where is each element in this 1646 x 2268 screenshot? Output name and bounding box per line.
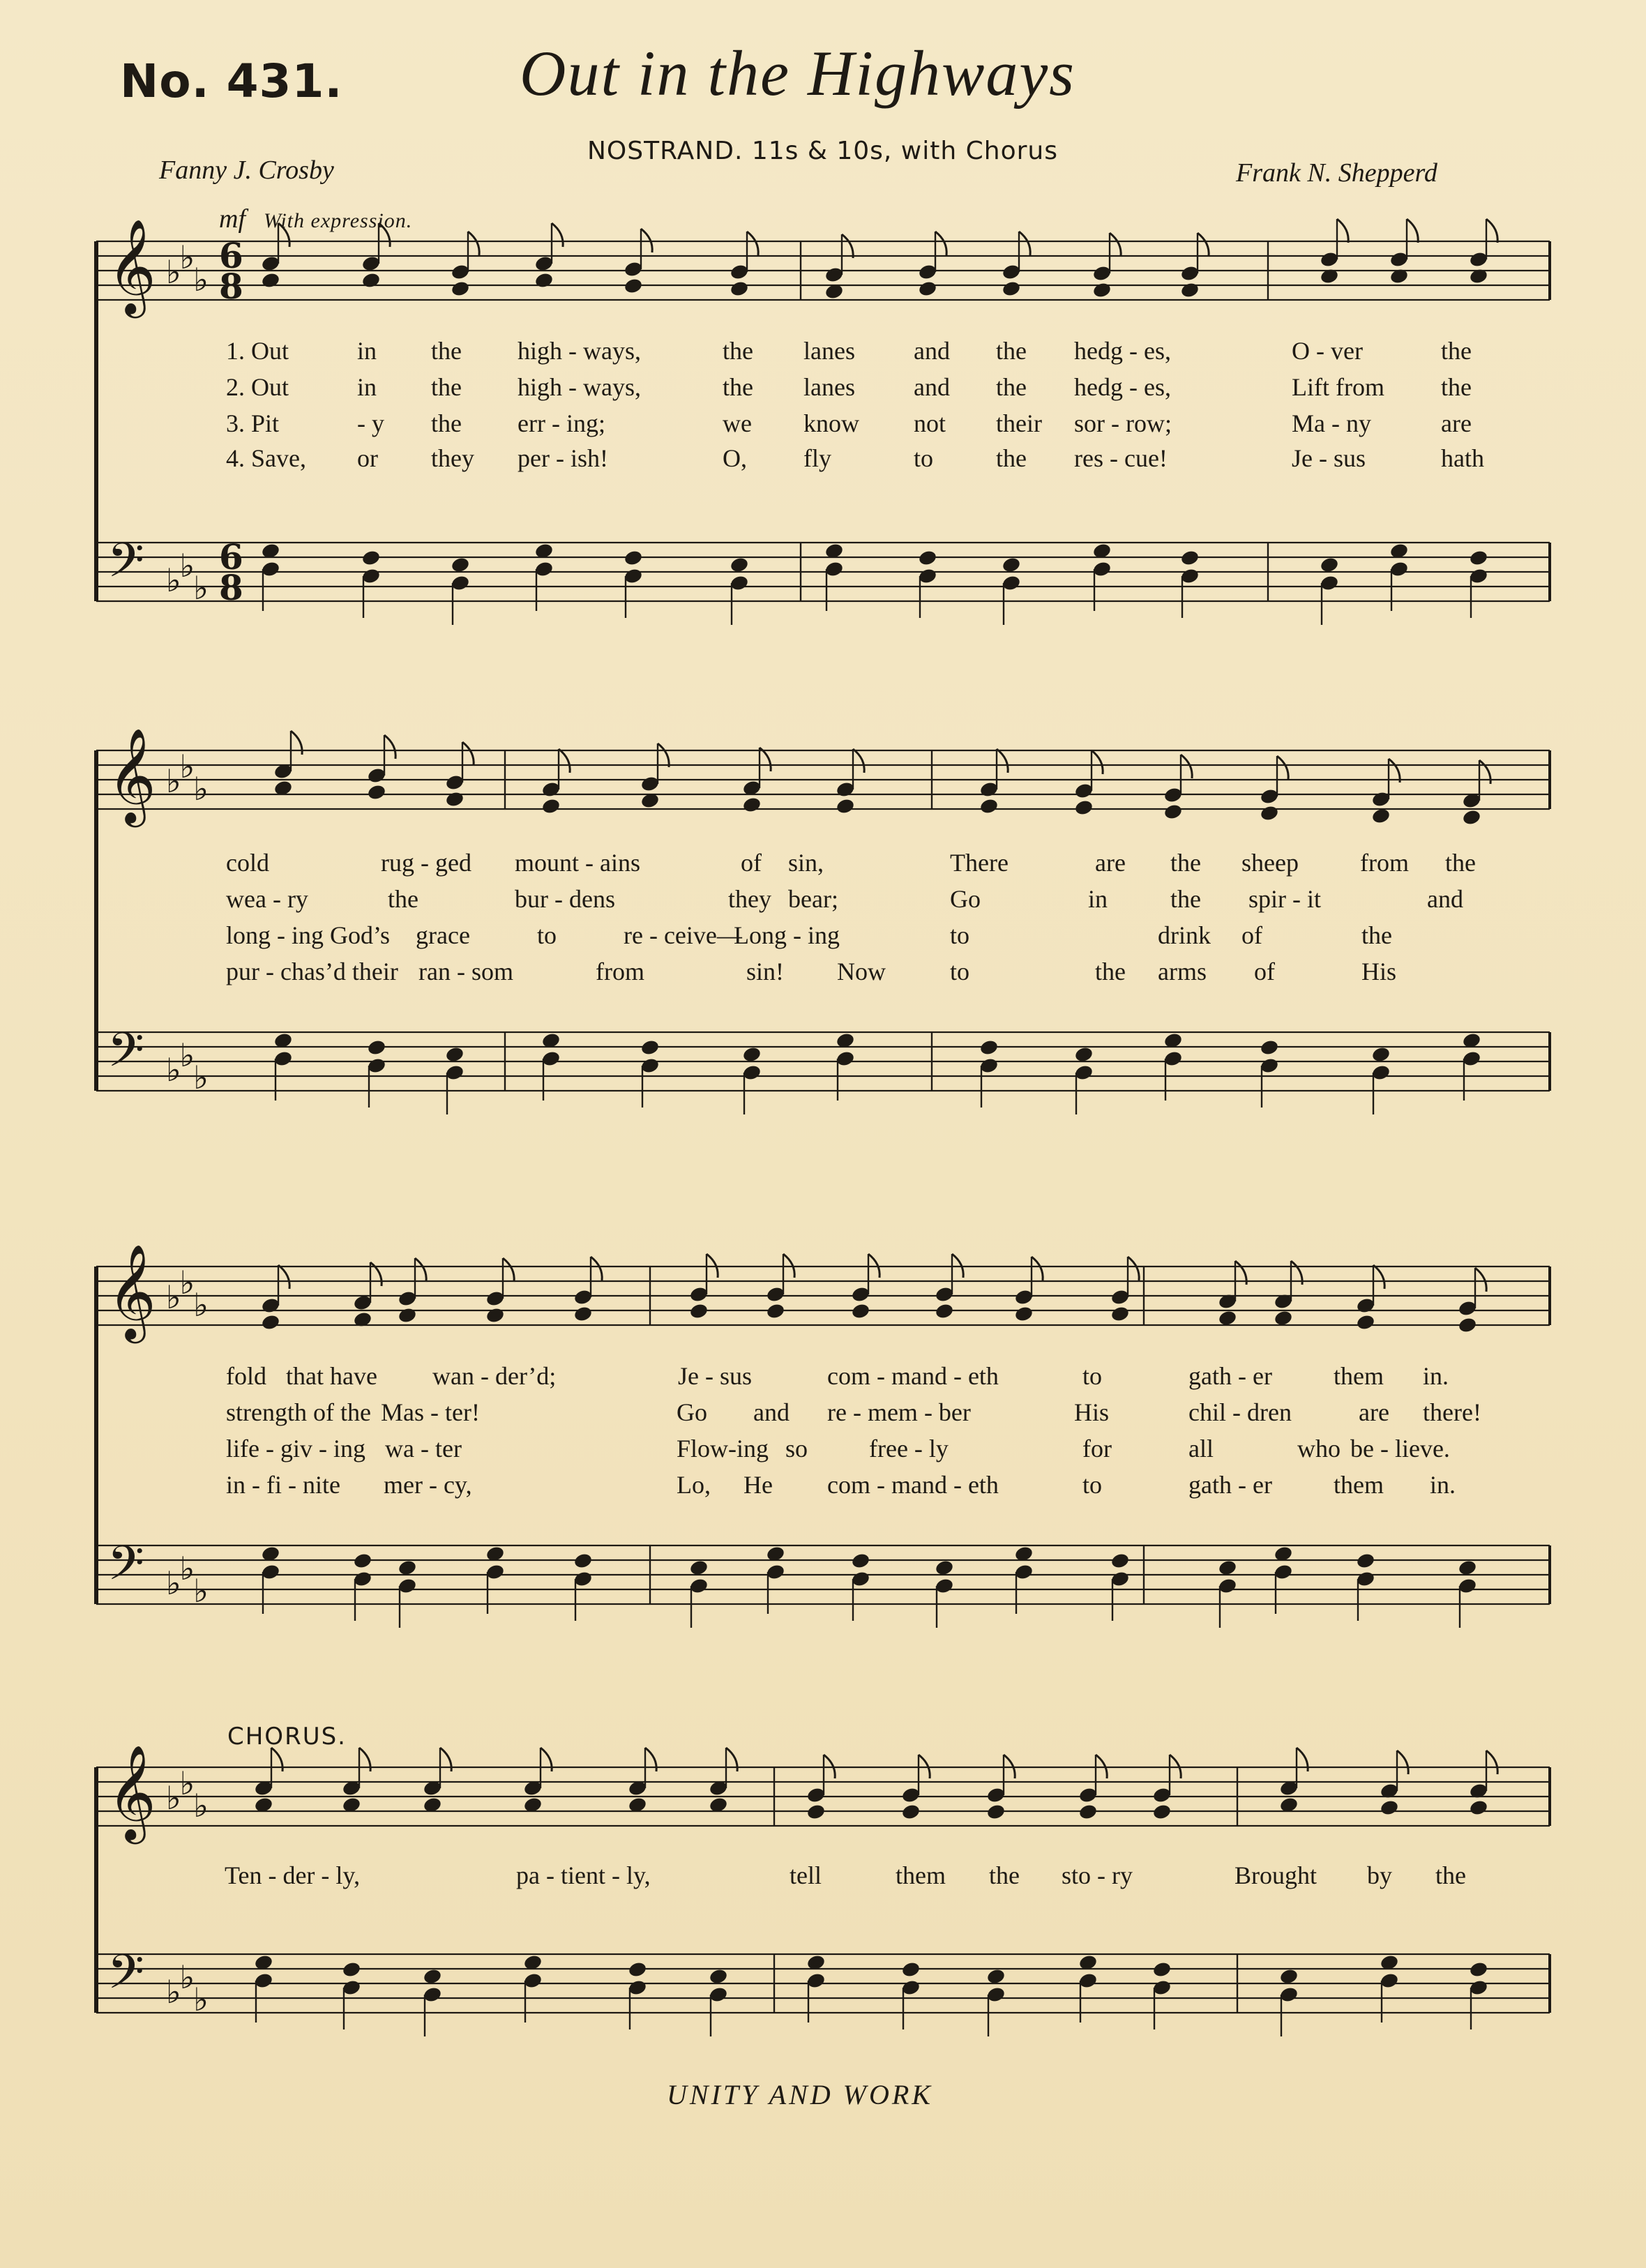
lyric-syllable: the bbox=[1170, 849, 1201, 877]
flat-icon: ♭ bbox=[166, 1278, 181, 1316]
flat-icon: ♭ bbox=[166, 1779, 181, 1817]
lyric-syllable: we bbox=[723, 409, 752, 437]
lyric-syllable: the bbox=[1170, 885, 1201, 913]
lyric-syllable: the bbox=[1095, 958, 1126, 985]
lyric-syllable: the bbox=[989, 1861, 1020, 1889]
note bbox=[1074, 750, 1103, 1114]
lyric-syllable: free - ly bbox=[869, 1435, 949, 1462]
lyric-syllable: Brought bbox=[1234, 1861, 1317, 1889]
lyric-syllable: to bbox=[950, 958, 970, 985]
note bbox=[1469, 1751, 1498, 2029]
lyric-syllable: the bbox=[996, 337, 1027, 365]
lyric-syllable: lanes bbox=[803, 337, 855, 365]
hymn-title: Out in the Highways bbox=[520, 38, 1075, 109]
bass-staff bbox=[96, 1536, 1550, 1610]
lyric-syllable: wan - der’d; bbox=[432, 1362, 557, 1390]
lyric-syllable: gath - er bbox=[1188, 1471, 1272, 1499]
lyric-syllable: high - ways, bbox=[518, 337, 641, 365]
lyric-syllable: mount - ains bbox=[515, 849, 640, 877]
lyric-syllable: bear; bbox=[788, 885, 838, 913]
lyric-syllable: arms bbox=[1158, 958, 1207, 985]
bass-clef-icon: 𝄢 bbox=[107, 1536, 144, 1603]
lyric-syllable: that have bbox=[286, 1362, 377, 1390]
time-signature: 6 bbox=[219, 235, 243, 276]
lyric-syllable: rug - ged bbox=[381, 849, 471, 877]
lyric-syllable: there! bbox=[1423, 1398, 1481, 1426]
lyric-syllable: are bbox=[1441, 409, 1472, 437]
lyric-syllable: in. bbox=[1423, 1362, 1449, 1390]
lyric-syllable: they bbox=[431, 444, 474, 472]
lyric-syllable: O - ver bbox=[1292, 337, 1363, 365]
flat-icon: ♭ bbox=[179, 1264, 195, 1301]
lyric-syllable: in - fi - nite bbox=[226, 1471, 340, 1499]
treble-clef-icon: 𝄞 bbox=[107, 218, 156, 314]
lyric-syllable: from bbox=[1360, 849, 1409, 877]
time-signature: 8 bbox=[219, 266, 243, 307]
flat-icon: ♭ bbox=[193, 569, 209, 607]
lyric-syllable: the bbox=[1435, 1861, 1466, 1889]
lyric-syllable: chil - dren bbox=[1188, 1398, 1292, 1426]
lyric-syllable: mer - cy, bbox=[384, 1471, 472, 1499]
lyric-syllable: res - cue! bbox=[1074, 444, 1168, 472]
chorus-label: CHORUS. bbox=[227, 1723, 347, 1751]
lyric-syllable: in. bbox=[1430, 1471, 1456, 1499]
time-signature: 6 bbox=[219, 536, 243, 577]
flat-icon: ♭ bbox=[193, 1787, 209, 1824]
lyric-syllable: by bbox=[1367, 1861, 1392, 1889]
lyric-syllable: of bbox=[1241, 921, 1262, 949]
lyric-syllable: hedg - es, bbox=[1074, 373, 1171, 401]
bass-clef-icon: 𝄢 bbox=[107, 534, 144, 600]
flat-icon: ♭ bbox=[193, 1572, 209, 1610]
note bbox=[624, 229, 653, 618]
lyric-syllable: the bbox=[431, 373, 462, 401]
flat-icon: ♭ bbox=[193, 770, 209, 808]
lyric-syllable: to bbox=[1082, 1471, 1103, 1499]
flat-icon: ♭ bbox=[179, 547, 195, 584]
note bbox=[1469, 219, 1498, 618]
lyric-syllable: 4. Save, bbox=[226, 444, 306, 472]
lyric-syllable: Je - sus bbox=[1292, 444, 1366, 472]
lyric-syllable: Go bbox=[950, 885, 981, 913]
lyric-syllable: to bbox=[1082, 1362, 1103, 1390]
treble-staff bbox=[96, 727, 1550, 827]
treble-clef-icon: 𝄞 bbox=[107, 1744, 156, 1840]
lyric-syllable: 1. Out bbox=[226, 337, 289, 365]
expression-marking: With expression. bbox=[264, 209, 413, 232]
flat-icon: ♭ bbox=[166, 253, 181, 291]
note bbox=[1279, 1748, 1308, 2036]
lyric-syllable: err - ing; bbox=[518, 409, 605, 437]
lyric-syllable: drink bbox=[1158, 921, 1211, 949]
lyric-syllable: ran - som bbox=[418, 958, 513, 985]
flat-icon: ♭ bbox=[193, 1059, 209, 1096]
lyric-syllable: Long - ing bbox=[734, 921, 840, 949]
lyricist-credit: Fanny J. Crosby bbox=[159, 156, 334, 185]
lyric-syllable: and bbox=[1427, 885, 1463, 913]
treble-staff bbox=[96, 218, 1550, 318]
lyric-syllable: in bbox=[357, 373, 377, 401]
lyric-syllable: the bbox=[431, 337, 462, 365]
lyric-syllable: the bbox=[1441, 337, 1472, 365]
lyric-syllable: Mas - ter! bbox=[381, 1398, 480, 1426]
note bbox=[1389, 219, 1419, 611]
lyric-syllable: wa - ter bbox=[385, 1435, 462, 1462]
lyric-syllable: pa - tient - ly, bbox=[516, 1861, 651, 1889]
lyric-syllable: pur - chas’d their bbox=[226, 958, 398, 985]
flat-icon: ♭ bbox=[193, 1286, 209, 1324]
bass-clef-icon: 𝄢 bbox=[107, 1023, 144, 1089]
treble-clef-icon: 𝄞 bbox=[107, 1243, 156, 1339]
lyric-syllable: of bbox=[1254, 958, 1275, 985]
lyric-syllable: re - mem - ber bbox=[827, 1398, 971, 1426]
bass-staff bbox=[96, 534, 1550, 608]
lyric-syllable: wea - ry bbox=[226, 885, 308, 913]
lyric-syllable: long - ing God’s bbox=[226, 921, 391, 949]
lyric-syllable: com - mand - eth bbox=[827, 1471, 999, 1499]
lyric-syllable: not bbox=[914, 409, 946, 437]
lyric-syllable: in bbox=[1088, 885, 1108, 913]
lyric-syllable: His bbox=[1361, 958, 1397, 985]
flat-icon: ♭ bbox=[179, 748, 195, 785]
lyric-syllable: cold bbox=[226, 849, 269, 877]
note bbox=[1458, 1268, 1487, 1628]
flat-icon: ♭ bbox=[179, 1550, 195, 1587]
treble-staff bbox=[96, 1243, 1550, 1343]
flat-icon: ♭ bbox=[166, 1051, 181, 1089]
lyric-syllable: and bbox=[914, 373, 950, 401]
lyric-syllable: of bbox=[741, 849, 762, 877]
lyric-syllable: sor - row; bbox=[1074, 409, 1172, 437]
lyric-syllable: they bbox=[728, 885, 771, 913]
lyric-syllable: the bbox=[996, 373, 1027, 401]
lyric-syllable: the bbox=[1441, 373, 1472, 401]
note bbox=[273, 731, 303, 1101]
lyric-syllable: the bbox=[723, 337, 753, 365]
lyric-syllable: life - giv - ing bbox=[226, 1435, 365, 1462]
lyric-syllable: hath bbox=[1441, 444, 1484, 472]
lyric-syllable: Lift from bbox=[1292, 373, 1384, 401]
lyric-syllable: the bbox=[1445, 849, 1476, 877]
lyric-syllable: tell bbox=[790, 1861, 822, 1889]
lyric-syllable: Ten - der - ly, bbox=[225, 1861, 361, 1889]
note bbox=[1110, 1257, 1140, 1621]
section-footer: UNITY AND WORK bbox=[667, 2079, 933, 2110]
lyric-syllable: to bbox=[950, 921, 970, 949]
lyric-syllable: so bbox=[785, 1435, 808, 1462]
lyric-syllable: to bbox=[537, 921, 557, 949]
lyric-syllable: sin! bbox=[746, 958, 784, 985]
lyric-syllable: - y bbox=[357, 409, 384, 437]
lyric-syllable: Flow-ing bbox=[677, 1435, 769, 1462]
hymn-number: No. 431. bbox=[120, 54, 343, 108]
lyric-syllable: gath - er bbox=[1188, 1362, 1272, 1390]
lyric-syllable: bur - dens bbox=[515, 885, 615, 913]
time-signature: 8 bbox=[219, 567, 243, 608]
lyric-syllable: 2. Out bbox=[226, 373, 289, 401]
lyric-syllable: Lo, bbox=[677, 1471, 711, 1499]
composer-credit: Frank N. Shepperd bbox=[1236, 158, 1437, 188]
lyric-syllable: the bbox=[388, 885, 418, 913]
flat-icon: ♭ bbox=[166, 1973, 181, 2011]
flat-icon: ♭ bbox=[166, 762, 181, 800]
lyric-syllable: from bbox=[596, 958, 644, 985]
lyric-syllable: com - mand - eth bbox=[827, 1362, 999, 1390]
note bbox=[423, 1748, 452, 2036]
lyric-syllable: to bbox=[914, 444, 934, 472]
lyric-syllable: Ma - ny bbox=[1292, 409, 1371, 437]
lyric-syllable: sheep bbox=[1241, 849, 1299, 877]
flat-icon: ♭ bbox=[179, 1764, 195, 1802]
lyric-syllable: high - ways, bbox=[518, 373, 641, 401]
flat-icon: ♭ bbox=[179, 239, 195, 276]
lyric-syllable: know bbox=[803, 409, 859, 437]
lyric-syllable: the bbox=[1361, 921, 1392, 949]
lyric-syllable: O, bbox=[723, 444, 747, 472]
lyric-syllable: their bbox=[996, 409, 1042, 437]
flat-icon: ♭ bbox=[179, 1958, 195, 1996]
lyric-syllable: There bbox=[950, 849, 1009, 877]
lyric-syllable: and bbox=[914, 337, 950, 365]
lyric-syllable: them bbox=[1334, 1471, 1384, 1499]
lyric-syllable: are bbox=[1095, 849, 1126, 877]
system-4 bbox=[96, 1744, 1550, 2036]
lyric-syllable: spir - it bbox=[1248, 885, 1321, 913]
lyric-syllable: them bbox=[1334, 1362, 1384, 1390]
lyric-syllable: per - ish! bbox=[518, 444, 608, 472]
note bbox=[1180, 233, 1209, 618]
note bbox=[979, 749, 1009, 1107]
flat-icon: ♭ bbox=[193, 1981, 209, 2018]
dynamic-marking: mf bbox=[219, 204, 246, 234]
lyric-syllable: them bbox=[896, 1861, 946, 1889]
bass-staff bbox=[96, 1023, 1550, 1096]
lyric-syllable: lanes bbox=[803, 373, 855, 401]
lyric-syllable: are bbox=[1359, 1398, 1389, 1426]
lyric-syllable: fold bbox=[226, 1362, 266, 1390]
note bbox=[573, 1257, 603, 1621]
note bbox=[1218, 1261, 1247, 1628]
flat-icon: ♭ bbox=[166, 561, 181, 599]
lyric-syllable: the bbox=[996, 444, 1027, 472]
lyric-syllable: He bbox=[743, 1471, 773, 1499]
treble-clef-icon: 𝄞 bbox=[107, 727, 156, 823]
lyric-syllable: fly bbox=[803, 444, 831, 472]
lyric-syllable: be - lieve. bbox=[1350, 1435, 1450, 1462]
flat-icon: ♭ bbox=[179, 1036, 195, 1074]
bass-clef-icon: 𝄢 bbox=[107, 1945, 144, 2011]
lyric-syllable: Je - sus bbox=[678, 1362, 752, 1390]
lyric-syllable: hedg - es, bbox=[1074, 337, 1171, 365]
lyric-syllable: sin, bbox=[788, 849, 824, 877]
lyric-syllable: 3. Pit bbox=[226, 409, 280, 437]
lyric-syllable: all bbox=[1188, 1435, 1214, 1462]
lyric-syllable: His bbox=[1074, 1398, 1110, 1426]
lyric-syllable: who bbox=[1297, 1435, 1341, 1462]
note bbox=[1462, 760, 1491, 1101]
flat-icon: ♭ bbox=[193, 261, 209, 298]
lyric-syllable: grace bbox=[416, 921, 470, 949]
note bbox=[709, 1748, 738, 2036]
lyric-syllable: in bbox=[357, 337, 377, 365]
lyric-syllable: strength of the bbox=[226, 1398, 371, 1426]
lyric-syllable: the bbox=[723, 373, 753, 401]
tune-name: NOSTRAND. 11s & 10s, with Chorus bbox=[587, 137, 1058, 165]
flat-icon: ♭ bbox=[166, 1564, 181, 1602]
lyric-syllable: and bbox=[753, 1398, 790, 1426]
lyric-syllable: sto - ry bbox=[1062, 1861, 1133, 1889]
lyric-syllable: for bbox=[1082, 1435, 1112, 1462]
lyric-syllable: the bbox=[431, 409, 462, 437]
lyric-syllable: re - ceive— bbox=[624, 921, 742, 949]
lyric-syllable: or bbox=[357, 444, 378, 472]
lyric-syllable: Now bbox=[837, 958, 886, 985]
lyric-syllable: Go bbox=[677, 1398, 707, 1426]
